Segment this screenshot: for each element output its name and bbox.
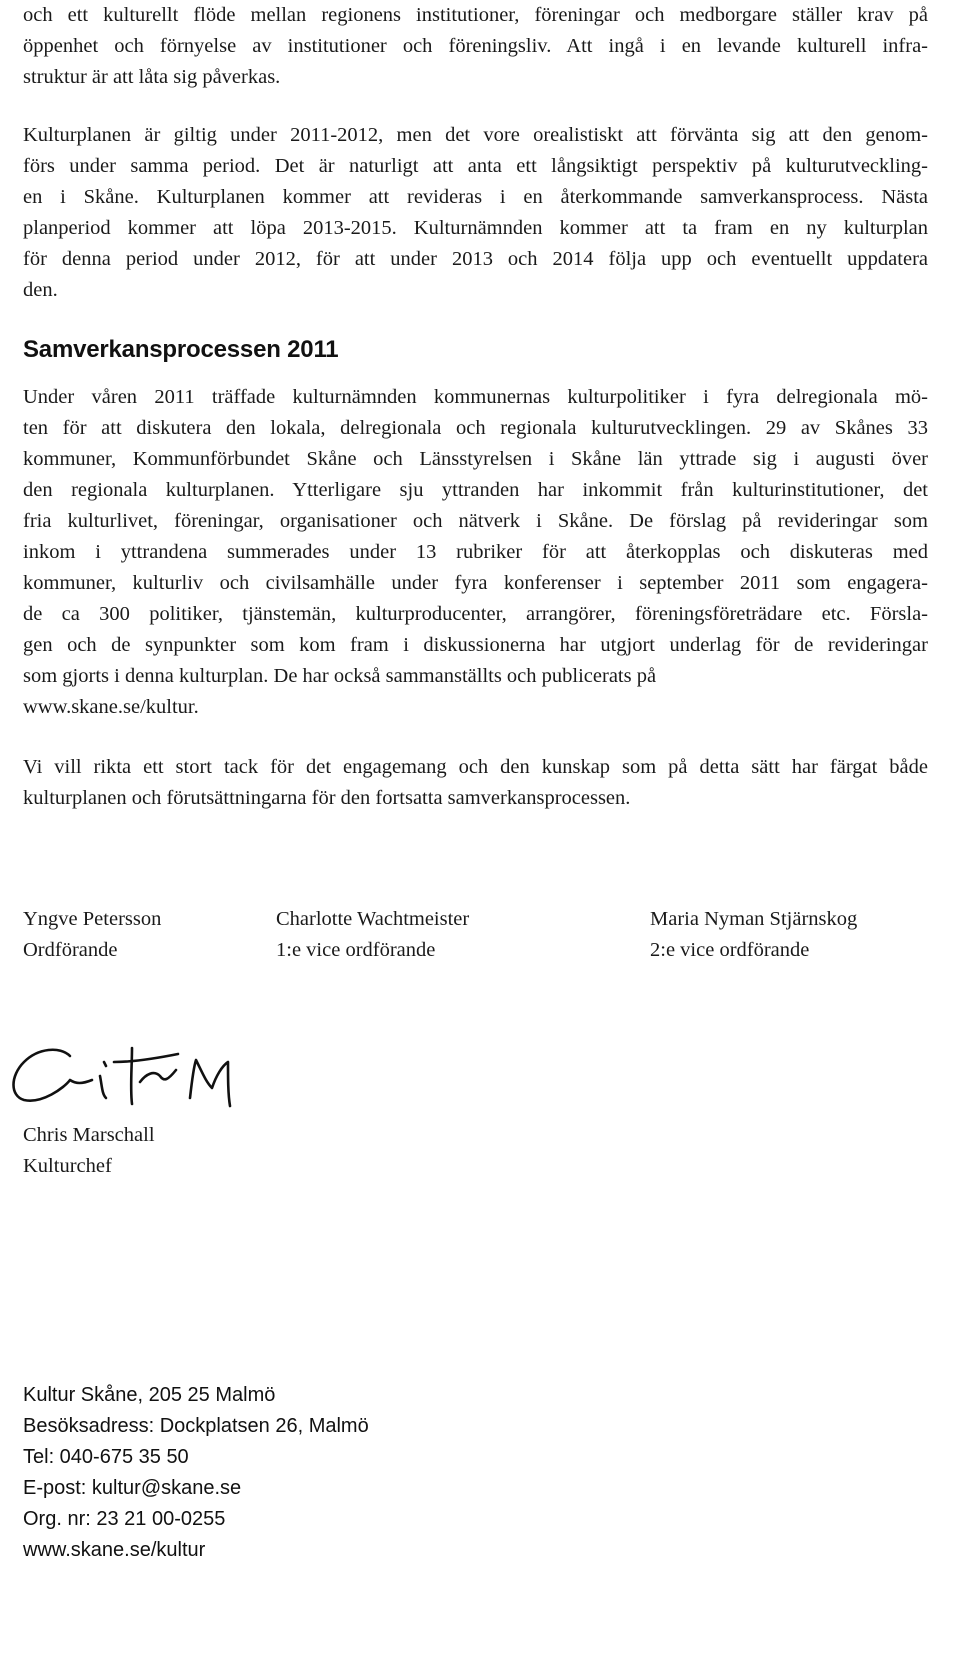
handwritten-signature	[8, 1040, 278, 1110]
text-line: kommuner, Kommunförbundet Skåne och Länsstyrelsen i Skåne län yttrade sig i augusti över	[23, 448, 928, 470]
contact-visit-address: Besöksadress: Dockplatsen 26, Malmö	[23, 1415, 369, 1437]
text-line: Kulturplanen är giltig under 2011-2012, men det vore orealistiskt att förvänta sig att den genom-	[23, 124, 928, 146]
paragraph-validity	[23, 120, 928, 306]
signatory-chair	[23, 904, 161, 966]
text-line: ten för att diskutera den lokala, delregionala och regionala kulturutvecklingen. 29 av Skånes 33	[23, 417, 928, 439]
signatory-second-vice-chair	[650, 904, 857, 966]
text-line: förs under samma period. Det är naturligt att anta ett långsiktigt perspektiv på kulturutveckling-	[23, 155, 928, 177]
contact-org-number: Org. nr: 23 21 00-0255	[23, 1508, 226, 1530]
text-line: fria kulturlivet, föreningar, organisationer och nätverk i Skåne. De förslag på revideringar som	[23, 510, 928, 532]
text-line: den regionala kulturplanen. Ytterligare sju yttranden har inkommit från kulturinstitutioner, det	[23, 479, 928, 501]
section-heading: Samverkansprocessen 2011	[23, 336, 339, 363]
signatory-title: 2:e vice ordförande	[650, 939, 810, 961]
text-line: struktur är att låta sig påverkas.	[23, 66, 281, 88]
text-line: som gjorts i denna kulturplan. De har också sammanställts och publicerats på	[23, 665, 657, 687]
text-line: kulturplanen och förutsättningarna för den fortsatta samverkansprocessen.	[23, 787, 631, 809]
text-line: gen och de synpunkter som kom fram i diskussionerna har utgjort underlag för de revideringar	[23, 634, 928, 656]
text-line: för denna period under 2012, för att under 2013 och 2014 följa upp och eventuellt uppdatera	[23, 248, 928, 270]
paragraph-thanks	[23, 752, 928, 814]
signatory-title: 1:e vice ordförande	[276, 939, 436, 961]
text-line: de ca 300 politiker, tjänstemän, kulturproducenter, arrangörer, föreningsföreträdare etc. Försla-	[23, 603, 928, 625]
signatory-name: Chris Marschall	[23, 1124, 155, 1146]
text-line: planperiod kommer att löpa 2013-2015. Kulturnämnden kommer att ta fram en ny kulturplan	[23, 217, 928, 239]
contact-email: E-post: kultur@skane.se	[23, 1477, 242, 1499]
signatory-first-vice-chair	[276, 904, 469, 966]
text-line: och ett kulturellt flöde mellan regionens institutioner, föreningar och medborgare ställer krav på	[23, 4, 928, 26]
contact-address: Kultur Skåne, 205 25 Malmö	[23, 1384, 276, 1406]
text-line: öppenhet och förnyelse av institutioner och föreningsliv. Att ingå i en levande kulturell infra-	[23, 35, 928, 57]
text-line: den.	[23, 279, 58, 301]
text-line: Under våren 2011 träffade kulturnämnden kommunernas kulturpolitiker i fyra delregionala mö-	[23, 386, 928, 408]
signatory-name: Maria Nyman Stjärnskog	[650, 908, 858, 930]
contact-website: www.skane.se/kultur	[23, 1539, 206, 1561]
paragraph-intro	[23, 0, 928, 93]
contact-phone: Tel: 040-675 35 50	[23, 1446, 189, 1468]
signatory-chief	[23, 1120, 155, 1182]
text-line: Vi vill rikta ett stort tack för det engagemang och den kunskap som på detta sätt har färgat både	[23, 756, 928, 778]
signatory-title: Ordförande	[23, 939, 118, 961]
text-line: www.skane.se/kultur.	[23, 696, 199, 718]
signatory-title: Kulturchef	[23, 1155, 112, 1177]
contact-block	[23, 1380, 369, 1566]
text-line: kommuner, kulturliv och civilsamhälle under fyra konferenser i september 2011 som engagera-	[23, 572, 928, 594]
paragraph-process	[23, 382, 928, 723]
text-line: inkom i yttrandena summerades under 13 rubriker för att återkopplas och diskuteras med	[23, 541, 928, 563]
signatory-name: Charlotte Wachtmeister	[276, 908, 470, 930]
signatory-name: Yngve Petersson	[23, 908, 162, 930]
text-line: en i Skåne. Kulturplanen kommer att revideras i en återkommande samverkansprocess. Nästa	[23, 186, 928, 208]
